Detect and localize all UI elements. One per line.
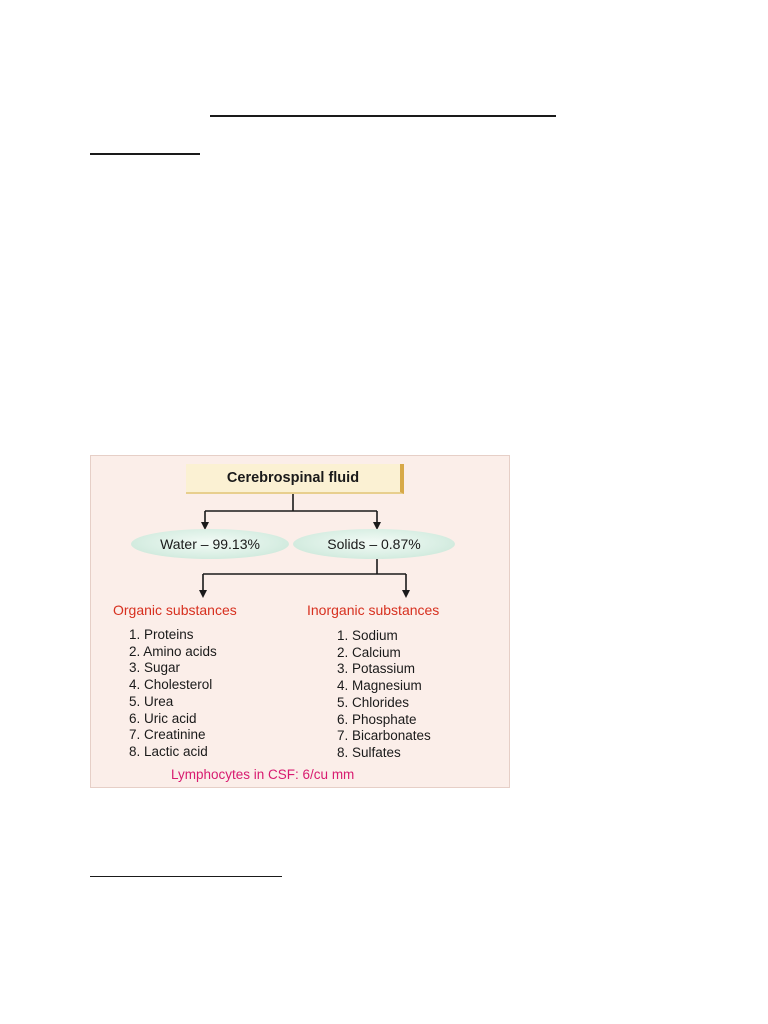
list-item: 5. Urea: [129, 693, 174, 709]
lymphocyte-note: Lymphocytes in CSF: 6/cu mm: [171, 767, 355, 782]
list-item: 3. Sugar: [129, 660, 181, 676]
list-item: 7. Bicarbonates: [337, 728, 431, 744]
list-item: 1. Proteins: [129, 627, 194, 642]
list-item: 8. Lactic acid: [129, 743, 208, 759]
heading-underline: [90, 153, 200, 155]
list-item: 7. Creatinine: [129, 727, 206, 743]
list-item: 5. Chlorides: [337, 694, 410, 710]
list-item: 6. Phosphate: [337, 711, 417, 727]
list-item: 8. Sulfates: [337, 744, 401, 760]
list-item: 3. Potassium: [337, 661, 416, 677]
organic-list: [129, 627, 217, 761]
root-node-label: Cerebrospinal fluid: [226, 470, 360, 486]
csf-composition-figure: [90, 455, 510, 788]
inorganic-list: [337, 628, 431, 762]
footnote-separator: [90, 876, 282, 877]
root-node-csf: [186, 464, 404, 494]
water-node-label: Water – 99.13%: [160, 536, 260, 552]
water-node: [131, 529, 289, 559]
organic-heading: Organic substances: [113, 602, 237, 618]
title-underline: [210, 115, 556, 117]
solids-node: [293, 529, 455, 559]
solids-node-label: Solids – 0.87%: [327, 536, 421, 552]
list-item: 2. Calcium: [337, 644, 401, 660]
list-item: 2. Amino acids: [129, 643, 217, 659]
list-item: 4. Cholesterol: [129, 677, 213, 693]
list-item: 1. Sodium: [337, 628, 398, 643]
inorganic-heading: Inorganic substances: [307, 602, 440, 618]
list-item: 6. Uric acid: [129, 710, 197, 726]
list-item: 4. Magnesium: [337, 678, 422, 694]
